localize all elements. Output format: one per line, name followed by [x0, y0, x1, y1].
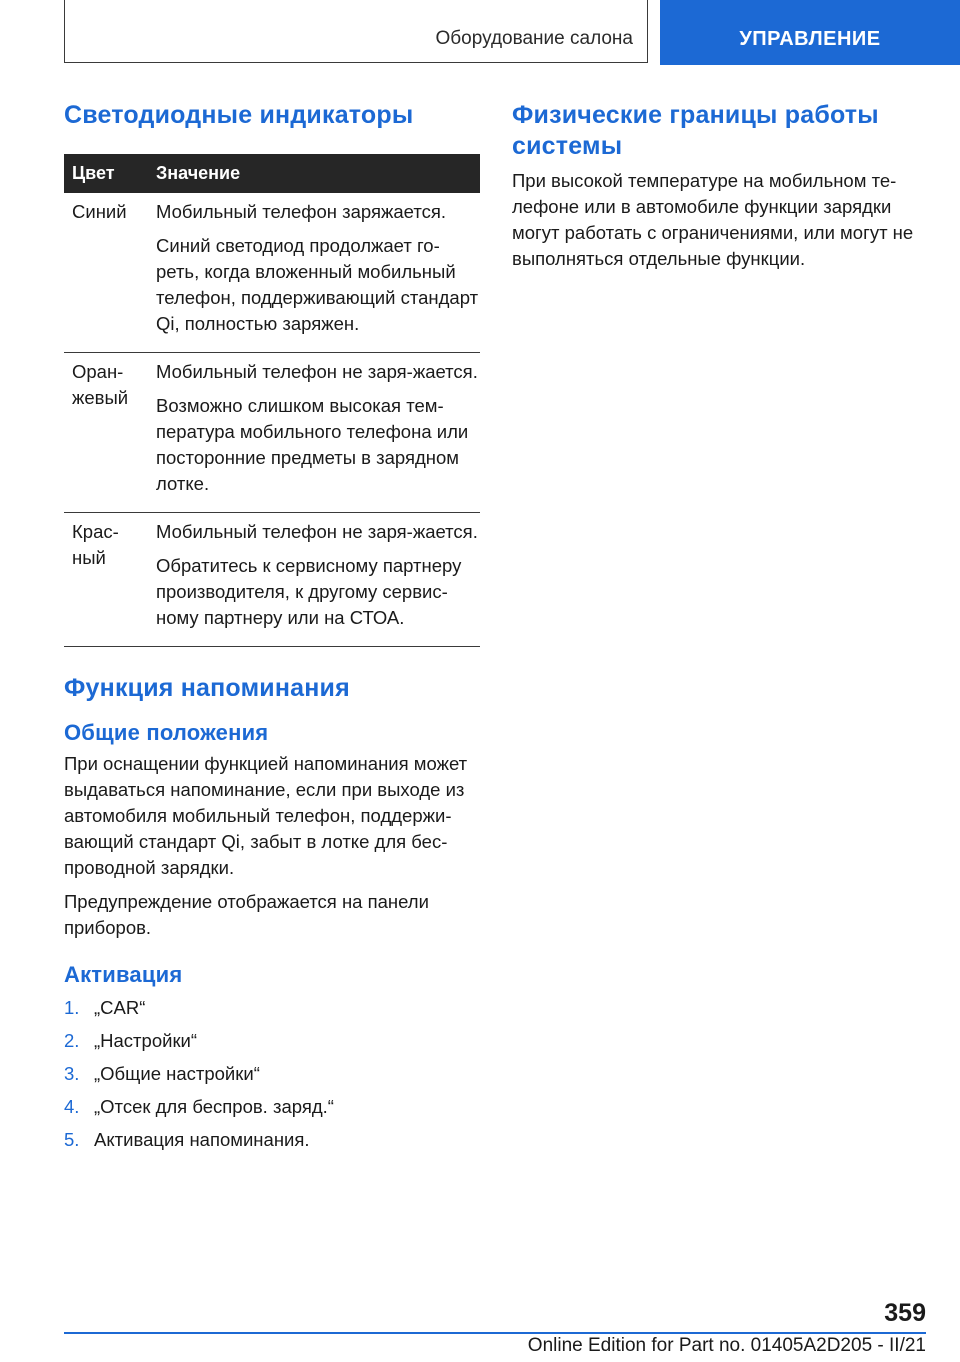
led-table-header — [64, 154, 480, 193]
table-row — [64, 193, 480, 353]
step-text: „Отсек для беспров. заряд.“ — [94, 1096, 334, 1117]
limits-section-heading: Физические границы работы системы — [512, 101, 879, 160]
step-text: „Общие настройки“ — [94, 1063, 260, 1084]
activation-steps-list — [64, 995, 480, 1160]
step-text: „CAR“ — [94, 997, 146, 1018]
list-item — [64, 995, 480, 1028]
general-paragraph-1: При оснащении функцией напоминания может выдаваться напоминание, если при выходе из автомобиля мобильный телефон, поддержи-вающий стандарт Qi, забыт в лотке для бес-проводной зарядки. — [64, 753, 468, 878]
step-number: 5. — [64, 1129, 80, 1150]
chapter-tab — [660, 0, 960, 65]
row-meaning-cell — [146, 353, 480, 513]
row-meaning: Мобильный телефон не заря-жается. — [156, 361, 478, 382]
list-item — [64, 1094, 480, 1127]
footer-divider — [64, 1332, 926, 1334]
row-meaning: Мобильный телефон не заря-жается. — [156, 521, 478, 542]
table-row — [64, 353, 480, 513]
general-subheading: Общие положения — [64, 720, 269, 745]
led-section-heading: Светодиодные индикаторы — [64, 101, 414, 129]
reminder-section-heading: Функция напоминания — [64, 674, 350, 702]
footer-edition-text: Online Edition for Part no. 01405A2D205 - II/21 — [527, 1335, 926, 1356]
row-meaning: Мобильный телефон заряжается. — [156, 201, 447, 222]
row-detail: Обратитесь к сервисному партнеру производителя, к другому сервис-ному партнеру или на СТОА. — [156, 555, 462, 628]
step-number: 1. — [64, 997, 80, 1018]
right-column — [512, 100, 928, 272]
row-color: Синий — [64, 193, 146, 353]
general-paragraph-2: Предупреждение отображается на панели приборов. — [64, 891, 429, 938]
column-header-meaning: Значение — [146, 154, 480, 193]
row-color: Оран-жевый — [64, 353, 146, 513]
chapter-tab-label: УПРАВЛЕНИЕ — [739, 28, 881, 50]
header-section-title: Оборудование салона — [435, 28, 633, 49]
row-detail: Синий светодиод продолжает го-реть, когда вложенный мобильный телефон, поддерживающий стандарт Qi, полностью заряжен. — [156, 235, 479, 334]
list-item — [64, 1028, 480, 1061]
page-number: 359 — [884, 1299, 926, 1327]
row-meaning-cell — [146, 193, 480, 353]
step-number: 4. — [64, 1096, 80, 1117]
column-header-color: Цвет — [64, 154, 146, 193]
table-row — [64, 513, 480, 647]
step-text: Активация напоминания. — [94, 1129, 310, 1150]
step-number: 3. — [64, 1063, 80, 1084]
left-column — [64, 100, 480, 1160]
limits-paragraph: При высокой температуре на мобильном те-лефоне или в автомобиле функции зарядки могут работать с ограничениями, или могут не выполняться отдельные функции. — [512, 170, 914, 269]
list-item — [64, 1061, 480, 1094]
row-detail: Возможно слишком высокая тем-пература мобильного телефона или посторонние предметы в зарядном лотке. — [156, 395, 469, 494]
activation-subheading: Активация — [64, 962, 183, 987]
row-color: Крас-ный — [64, 513, 146, 647]
step-number: 2. — [64, 1030, 80, 1051]
step-text: „Настройки“ — [94, 1030, 198, 1051]
row-meaning-cell — [146, 513, 480, 647]
header-section-box — [64, 0, 648, 63]
led-table — [64, 154, 480, 647]
list-item — [64, 1127, 480, 1160]
